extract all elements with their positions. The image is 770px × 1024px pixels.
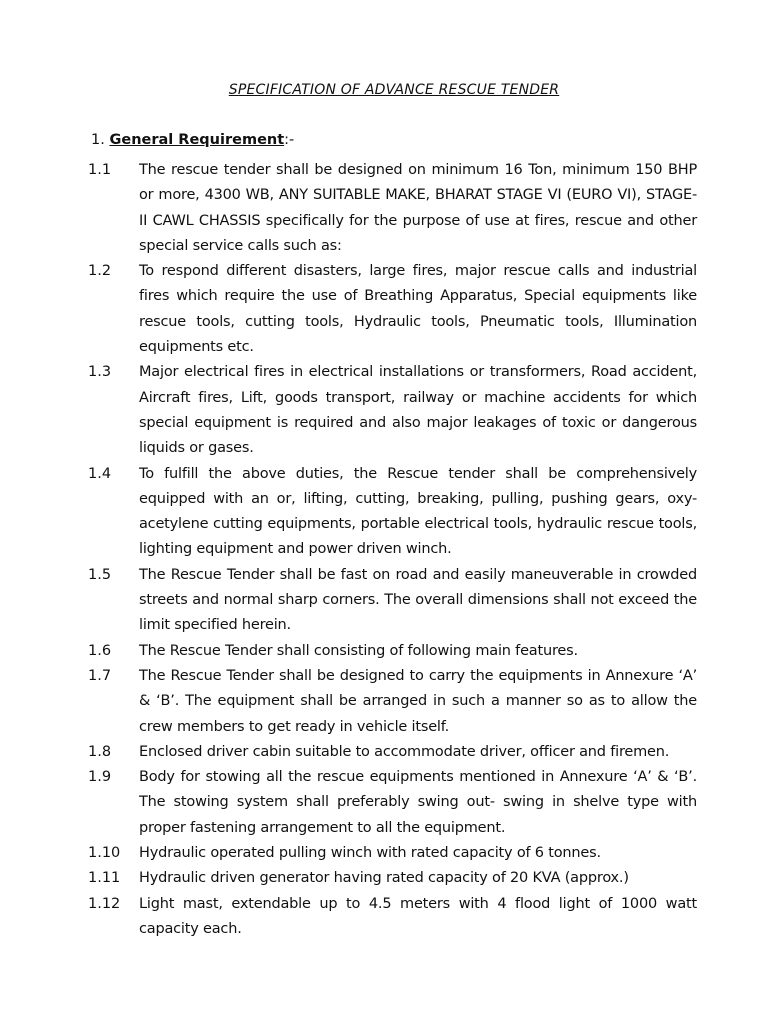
item-number: 1.5 — [88, 566, 112, 583]
document-title: SPECIFICATION OF ADVANCE RESCUE TENDER — [228, 82, 560, 98]
list-item — [0, 892, 770, 943]
list-item — [0, 664, 770, 740]
list-item — [0, 841, 770, 866]
list-item — [0, 563, 770, 639]
item-text: Enclosed driver cabin suitable to accommodate driver, officer and firemen. — [139, 743, 670, 760]
item-text: The Rescue Tender shall be designed to carry the equipments in Annexure ‘A’ & ‘B’. The equipment shall be arranged in such a manner so as to allow the crew members to get ready in vehicle itself. — [139, 667, 697, 735]
section-heading — [91, 132, 294, 148]
item-number: 1.11 — [88, 870, 121, 887]
item-number: 1.7 — [88, 667, 112, 684]
item-number: 1.9 — [88, 769, 112, 786]
item-text: To respond different disasters, large fires, major rescue calls and industrial fires which require the use of Breathing Apparatus, Special equipments like rescue tools, cutting tools, Hydraulic tools, Pneumatic tools, Illumination equipments etc. — [139, 263, 697, 356]
item-number: 1.4 — [88, 465, 112, 482]
item-number: 1.3 — [88, 364, 112, 381]
item-number: 1.12 — [88, 895, 121, 912]
item-text: To fulfill the above duties, the Rescue tender shall be comprehensively equipped with an or, lifting, cutting, breaking, pulling, pushing gears, oxy-acetylene cutting equipments, portable electrical tools, hydraulic rescue tools, lighting equipment and power driven winch. — [139, 465, 697, 558]
list-item — [0, 740, 770, 765]
list-item — [0, 462, 770, 563]
list-item — [0, 765, 770, 841]
list-item — [0, 158, 770, 259]
item-text: Light mast, extendable up to 4.5 meters with 4 flood light of 1000 watt capacity each. — [139, 895, 697, 937]
item-text: Major electrical fires in electrical installations or transformers, Road accident, Aircraft fires, Lift, goods transport, railway or machine accidents for which special equipment is required and also major leakages of toxic or dangerous liquids or gases. — [139, 364, 697, 457]
requirement-list — [0, 158, 770, 942]
item-text: The rescue tender shall be designed on minimum 16 Ton, minimum 150 BHP or more, 4300 WB, ANY SUITABLE MAKE, BHARAT STAGE VI (EURO VI), STAGE-II CAWL CHASSIS specifically for the purpose of use at fires, rescue and other special service calls such as: — [139, 162, 697, 254]
item-text: Hydraulic operated pulling winch with rated capacity of 6 tonnes. — [139, 845, 601, 862]
item-text: Body for stowing all the rescue equipments mentioned in Annexure ‘A’ & ‘B’. The stowing system shall preferably swing out- swing in shelve type with proper fastening arrangement to all the equipment. — [139, 769, 697, 836]
list-item — [0, 259, 770, 360]
list-item — [0, 639, 770, 664]
section-label: General Requirement — [109, 132, 285, 148]
item-number: 1.8 — [88, 743, 112, 760]
section-suffix: :- — [284, 132, 295, 148]
list-item — [0, 360, 770, 461]
item-number: 1.10 — [88, 845, 121, 862]
item-number: 1.6 — [88, 642, 112, 659]
section-number: 1. — [91, 132, 105, 148]
list-item — [0, 866, 770, 891]
item-text: The Rescue Tender shall consisting of following main features. — [139, 642, 578, 659]
item-number: 1.2 — [88, 263, 112, 280]
item-number: 1.1 — [88, 162, 112, 178]
item-text: The Rescue Tender shall be fast on road and easily maneuverable in crowded streets and normal sharp corners. The overall dimensions shall not exceed the limit specified herein. — [139, 566, 697, 634]
item-text: Hydraulic driven generator having rated capacity of 20 KVA (approx.) — [139, 870, 629, 887]
